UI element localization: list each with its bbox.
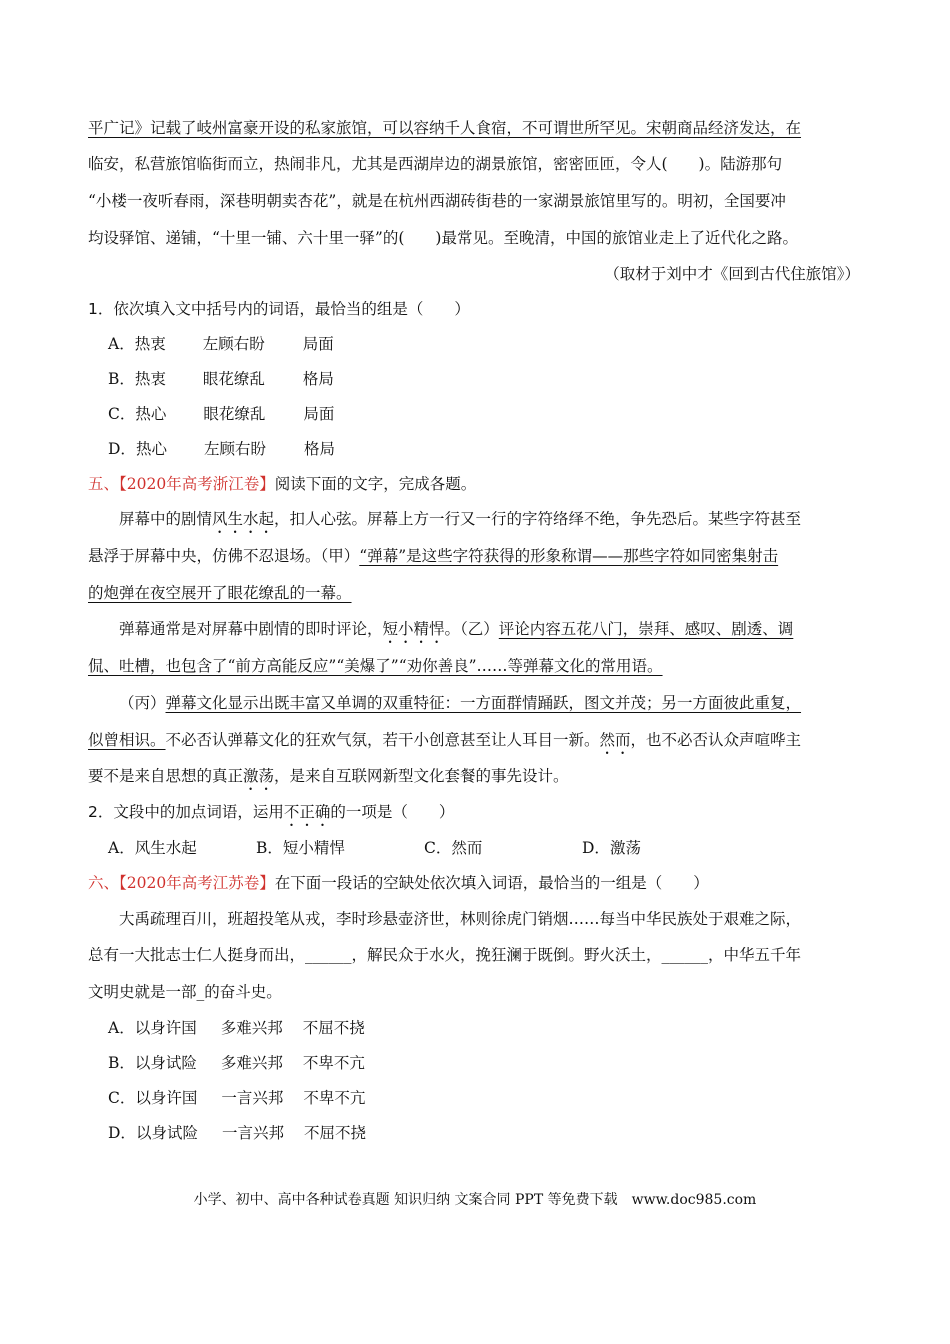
section-5-heading: 五、【2020年高考浙江卷】阅读下面的文字，完成各题。 — [88, 475, 477, 493]
section-5-para-2: 侃、吐槽，也包含了“前方高能反应”“美爆了”“劝你善良”……等弹幕文化的常用语。 — [88, 657, 663, 675]
section-5-para-1: 悬浮于屏幕中央，仿佛不忍退场。（甲）“弹幕”是这些字符获得的形象称谓——那些字符如同密集射击 — [88, 547, 779, 565]
q2-options — [108, 836, 888, 860]
section-6-heading: 六、【2020年高考江苏卷】在下面一段话的空缺处依次填入词语，最恰当的一组是（ ） — [88, 874, 709, 892]
q1-option-c: C．热心 眼花缭乱 局面 — [108, 405, 335, 423]
emphasized-word: 激荡 — [243, 767, 275, 785]
q2-option-c: C．然而 — [424, 839, 483, 857]
q6-option-b: B．以身试险 多难兴邦 不卑不亢 — [108, 1054, 365, 1072]
q1-option-b: B．热衷 眼花缭乱 格局 — [108, 370, 334, 388]
section-5-para-1: 的炮弹在夜空展开了眼花缭乱的一幕。 — [88, 584, 352, 602]
emphasized-word: 风生水起 — [212, 510, 275, 528]
q1-option-d: D．热心 左顾右盼 格局 — [108, 440, 335, 458]
passage-line: 临安，私营旅馆临街而立，热闹非凡，尤其是西湖岸边的湖景旅馆，密密匝匝，令人( )。陆游那句 — [88, 155, 783, 173]
section-5-para-3: （丙）弹幕文化显示出既丰富又单调的双重特征：一方面群情踊跃，图文并茂；另一方面彼此重复， — [119, 694, 802, 712]
emphasized-word: 不正确 — [283, 803, 331, 821]
exam-source-tag: 【2020年高考江苏卷】 — [119, 874, 275, 892]
section-5-para-2: 弹幕通常是对屏幕中剧情的即时评论，短小精悍。（乙）评论内容五花八门，崇拜、感叹、剧透、调 — [119, 620, 794, 638]
page-footer: 小学、初中、高中各种试卷真题 知识归纳 文案合同 PPT 等免费下载 www.doc985.com — [193, 1192, 757, 1208]
q1-option-a: A．热衷 左顾右盼 局面 — [108, 335, 334, 353]
q6-option-c: C．以身许国 一言兴邦 不卑不亢 — [108, 1089, 366, 1107]
exam-source-tag: 【2020年高考浙江卷】 — [119, 475, 275, 493]
q2-option-d: D．激荡 — [582, 839, 641, 857]
section-6-para: 总有一大批志士仁人挺身而出，______，解民众于水火，挽狂澜于既倒。野火沃土，______，中华五千年 — [88, 946, 802, 964]
question-1-stem: 1．依次填入文中括号内的词语，最恰当的组是（ ） — [88, 300, 470, 318]
q6-option-a: A．以身许国 多难兴邦 不屈不挠 — [108, 1019, 365, 1037]
passage-line: 平广记》记载了岐州富豪开设的私家旅馆，可以容纳千人食宿，不可谓世所罕见。宋朝商品经济发达，在 — [88, 119, 802, 137]
question-2-stem: 2．文段中的加点词语，运用不正确的一项是（ ） — [88, 803, 455, 821]
passage-line: “小楼一夜听春雨，深巷明朝卖杏花”，就是在杭州西湖砖街巷的一家湖景旅馆里写的。明初，全国要冲 — [88, 192, 786, 210]
passage-source: （取材于刘中才《回到古代住旅馆》） — [604, 265, 860, 283]
emphasized-word: 短小精悍 — [382, 620, 445, 638]
section-5-para-3: 似曾相识。不必否认弹幕文化的狂欢气氛，若干小创意甚至让人耳目一新。然而，也不必否认众声喧哗主 — [88, 731, 802, 749]
q6-option-d: D．以身试险 一言兴邦 不屈不挠 — [108, 1124, 366, 1142]
section-5-para-3: 要不是来自思想的真正激荡，是来自互联网新型文化套餐的事先设计。 — [88, 767, 569, 785]
passage-line: 均设驿馆、递铺，“十里一铺、六十里一驿”的( )最常见。至晚清，中国的旅馆业走上了近代化之路。 — [88, 229, 798, 247]
q2-option-a: A．风生水起 — [108, 839, 197, 857]
q2-option-b: B．短小精悍 — [256, 839, 345, 857]
section-6-para: 文明史就是一部_的奋斗史。 — [88, 983, 282, 1001]
emphasized-word: 然而 — [599, 731, 631, 749]
section-6-para: 大禹疏理百川，班超投笔从戎，李时珍悬壶济世，林则徐虎门销烟……每当中华民族处于艰难之际， — [119, 910, 802, 928]
section-5-para-1: 屏幕中的剧情风生水起，扣人心弦。屏幕上方一行又一行的字符络绎不绝，争先恐后。某些字符甚至 — [119, 510, 802, 528]
